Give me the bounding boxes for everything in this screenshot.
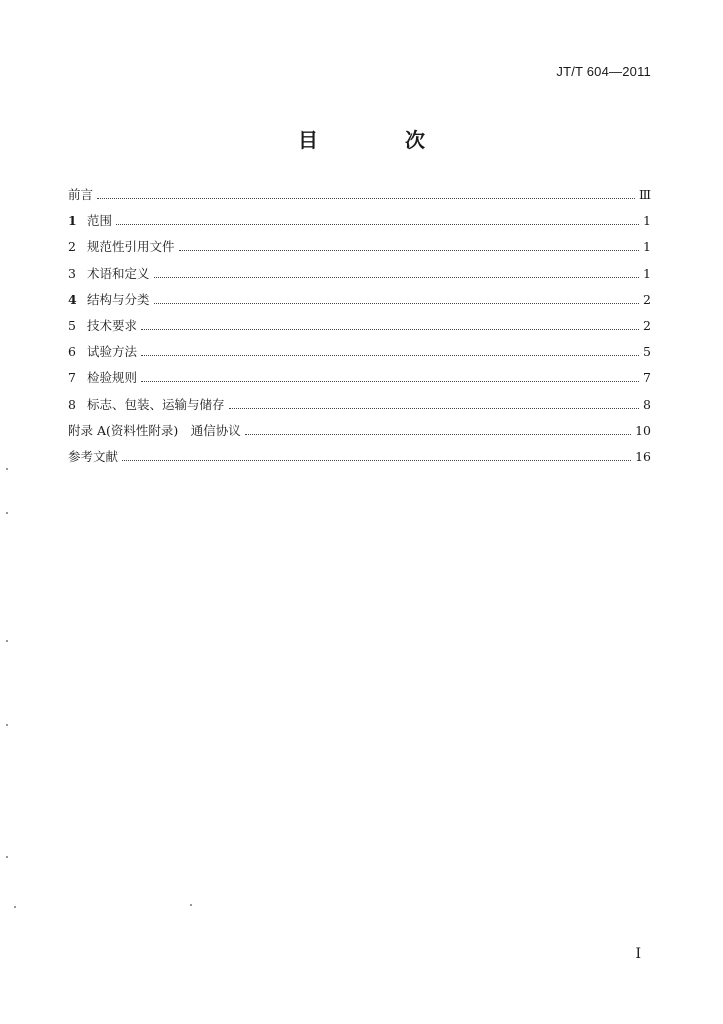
dot-leader — [97, 198, 635, 199]
toc-entry[interactable] — [68, 395, 651, 421]
dot-leader — [116, 224, 639, 225]
toc-entry-number: 5 — [68, 317, 76, 333]
table-of-contents — [68, 185, 651, 473]
scan-speck — [6, 512, 8, 514]
toc-entry-page: 8 — [643, 396, 651, 412]
toc-entry-label: 结构与分类 — [87, 291, 150, 307]
toc-entry[interactable] — [68, 316, 651, 342]
toc-entry-label: 附录 A(资料性附录) 通信协议 — [68, 422, 241, 438]
dot-leader — [141, 381, 639, 382]
dot-leader — [141, 329, 639, 330]
toc-entry-page: 1 — [643, 265, 651, 281]
toc-entry-label: 范围 — [87, 213, 113, 229]
toc-entry-label: 参考文献 — [68, 448, 119, 464]
toc-entry-number: 8 — [68, 396, 76, 412]
scan-speck — [6, 856, 8, 858]
toc-entry[interactable] — [68, 211, 651, 237]
toc-entry-label: 检验规则 — [87, 370, 138, 386]
toc-entry-page: 16 — [635, 448, 651, 464]
toc-entry-label: 标志、包装、运输与储存 — [87, 396, 225, 412]
toc-entry-page: 2 — [643, 291, 651, 307]
toc-entry[interactable] — [68, 368, 651, 394]
toc-entry-number: 1 — [68, 213, 77, 229]
toc-entry[interactable] — [68, 421, 651, 447]
toc-entry[interactable] — [68, 447, 651, 473]
dot-leader — [179, 250, 639, 251]
toc-entry[interactable] — [68, 342, 651, 368]
toc-title: 目 次 — [298, 128, 465, 152]
toc-entry-label: 术语和定义 — [87, 265, 150, 281]
toc-entry-page: 7 — [643, 370, 651, 386]
dot-leader — [122, 460, 631, 461]
dot-leader — [245, 434, 631, 435]
toc-entry-label: 试验方法 — [87, 344, 138, 360]
toc-entry[interactable] — [68, 185, 651, 211]
scan-speck — [190, 904, 192, 906]
dot-leader — [154, 277, 639, 278]
toc-entry-label: 前言 — [68, 187, 94, 202]
page-number: I — [635, 946, 641, 962]
toc-entry-number: 4 — [68, 291, 77, 307]
toc-entry-page: Ⅲ — [638, 187, 651, 202]
toc-entry-number: 6 — [68, 344, 76, 360]
toc-entry-number: 2 — [68, 239, 76, 255]
toc-entry[interactable] — [68, 290, 651, 316]
toc-entry-page: 10 — [635, 422, 651, 438]
scan-speck — [14, 906, 16, 908]
toc-entry-number: 3 — [68, 265, 76, 281]
toc-entry[interactable] — [68, 237, 651, 263]
toc-entry-label: 规范性引用文件 — [87, 239, 175, 255]
toc-entry-page: 1 — [643, 213, 651, 229]
scan-speck — [6, 640, 8, 642]
scan-speck — [6, 468, 8, 470]
standard-number: JT/T 604—2011 — [556, 64, 651, 79]
toc-entry-label: 技术要求 — [87, 317, 138, 333]
toc-entry-number: 7 — [68, 370, 76, 386]
toc-entry-page: 5 — [643, 344, 651, 360]
dot-leader — [229, 408, 639, 409]
dot-leader — [141, 355, 639, 356]
toc-entry-page: 2 — [643, 317, 651, 333]
scan-speck — [6, 724, 8, 726]
dot-leader — [154, 303, 639, 304]
toc-entry-page: 1 — [643, 239, 651, 255]
toc-entry[interactable] — [68, 264, 651, 290]
